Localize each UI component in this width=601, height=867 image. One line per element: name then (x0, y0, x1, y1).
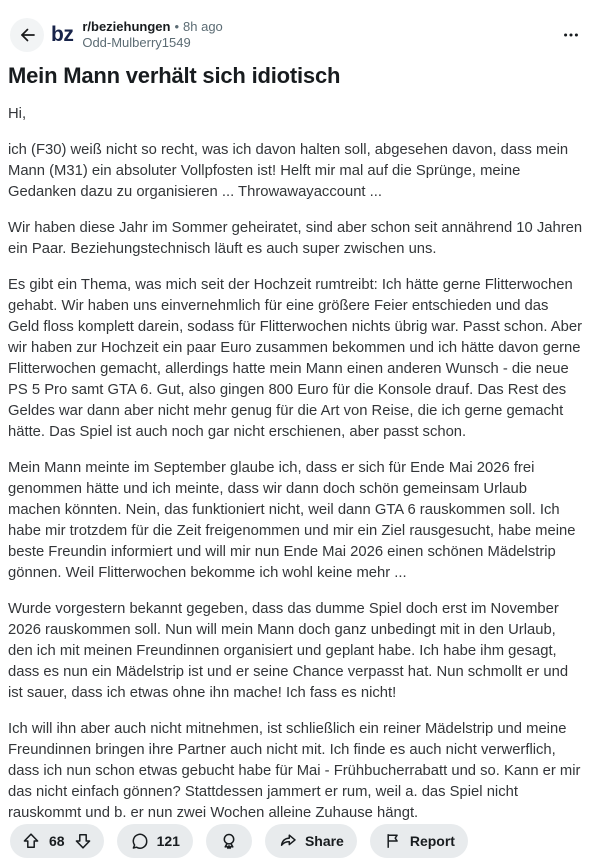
post-paragraph: Hi, (8, 106, 27, 122)
post-title: Mein Mann verhält sich idiotisch (8, 63, 341, 88)
comments-button[interactable] (117, 824, 193, 858)
downvote-arrow-icon (73, 831, 93, 851)
post-paragraph: Wurde vorgestern bekannt gegeben, dass das dumme Spiel doch erst im November 2026 rauskommen soll. Nun will mein Mann doch ganz unbedingt mit in den Urlaub, den ich mit meinen Freundinnen organisiert und geplant habe. Ich habe ihm gesagt, dass es nun ein Mädelstrip ist und er seine Chance verpasst hat. Nun schmollt er und ist sauer, dass ich etwas ohne ihn mache! Ich fass es nicht! (8, 601, 569, 701)
upvote-arrow-icon (21, 831, 41, 851)
share-label: Share (304, 833, 344, 849)
post-paragraph: Mein Mann meinte im September glaube ich, dass er sich für Ende Mai 2026 frei genommen hätte und ich meinte, dass wir dann doch schön gemeinsam Urlaub machen könnten. Nein, das funktioniert nicht, weil dann GTA 6 rauskommen soll. Ich habe mir trotzdem für die Zeit freigenommen und mir ein Ziel rausgesucht, habe meine beste Freundin informiert und will mir nun Ende Mai 2026 einen schönen Mädelstrip gönnen. Weil Flitterwochen bekomme ich wohl keine mehr ... (8, 460, 576, 581)
comment-bubble-icon (130, 831, 150, 851)
vote-pill (10, 824, 104, 858)
post-paragraph: Ich will ihn aber auch nicht mitnehmen, ist schließlich ein reiner Mädelstrip und meine Freundinnen bringen ihre Partner auch nicht mit. Ich finde es auch nicht verwerflich, dass ich nun schon etwas gebucht habe für Mai - Frühbucherrabatt und so. Kann er mir das nicht einfach gönnen? Stattdessen jammert er rum, weil a. das Spiel nicht rauskommt und b. er nun zwei Wochen alleine Zuhause hängt. (8, 721, 581, 821)
back-arrow-icon (17, 25, 37, 45)
meta-separator: • (174, 19, 180, 34)
upvote-button[interactable] (21, 831, 41, 851)
back-button[interactable] (10, 18, 44, 52)
post-paragraph: Wir haben diese Jahr im Sommer geheiratet, sind aber schon seit annährend 10 Jahren ein Paar. Beziehungstechnisch läuft es auch super zwischen uns. (8, 220, 583, 257)
upvote-count: 68 (49, 833, 65, 849)
three-dots-icon (562, 26, 580, 44)
community-avatar[interactable]: bz (51, 23, 74, 46)
comment-count: 121 (156, 833, 180, 849)
post-meta (82, 19, 222, 51)
report-label: Report (409, 833, 455, 849)
post-body (8, 104, 583, 824)
overflow-menu-button[interactable] (557, 21, 585, 49)
post-timestamp: 8h ago (183, 19, 223, 34)
report-button[interactable] (370, 824, 468, 858)
post-action-bar (10, 824, 468, 858)
post-header (0, 0, 601, 52)
award-medal-icon (219, 831, 239, 851)
report-flag-icon (383, 831, 403, 851)
share-button[interactable] (265, 824, 357, 858)
author-name[interactable]: Odd-Mulberry1549 (82, 35, 191, 50)
share-arrow-icon (278, 831, 298, 851)
community-name[interactable]: r/beziehungen (82, 19, 171, 34)
post-paragraph: Es gibt ein Thema, was mich seit der Hochzeit rumtreibt: Ich hätte gerne Flitterwochen gehabt. Wir haben uns einvernehmlich für eine größere Feier entschieden und das Geld floss komplett darein, sodass für Flitterwochen nichts übrig war. Passt schon. Aber wir haben zur Hochzeit ein paar Euro zusammen bekommen und ich hätte davon gerne Flitterwochen gemacht, allerdings hatte mein Mann einen anderen Wunsch - die neue PS 5 Pro samt GTA 6. Gut, also gingen 800 Euro für die Konsole drauf. Das Rest des Geldes war dann aber nicht mehr genug für die Art von Reise, die ich gerne gemacht hätte. Das Spiel ist auch noch gar nicht erschienen, aber passt schon. (8, 277, 583, 440)
post-paragraph: ich (F30) weiß nicht so recht, was ich davon halten soll, abgesehen davon, dass mein Mann (M31) ein absoluter Vollpfosten ist! Helft mir mal auf die Sprünge, meine Gedanken dazu zu organisieren ... Throwawayaccount ... (8, 142, 569, 200)
downvote-button[interactable] (73, 831, 93, 851)
award-button[interactable] (206, 824, 252, 858)
